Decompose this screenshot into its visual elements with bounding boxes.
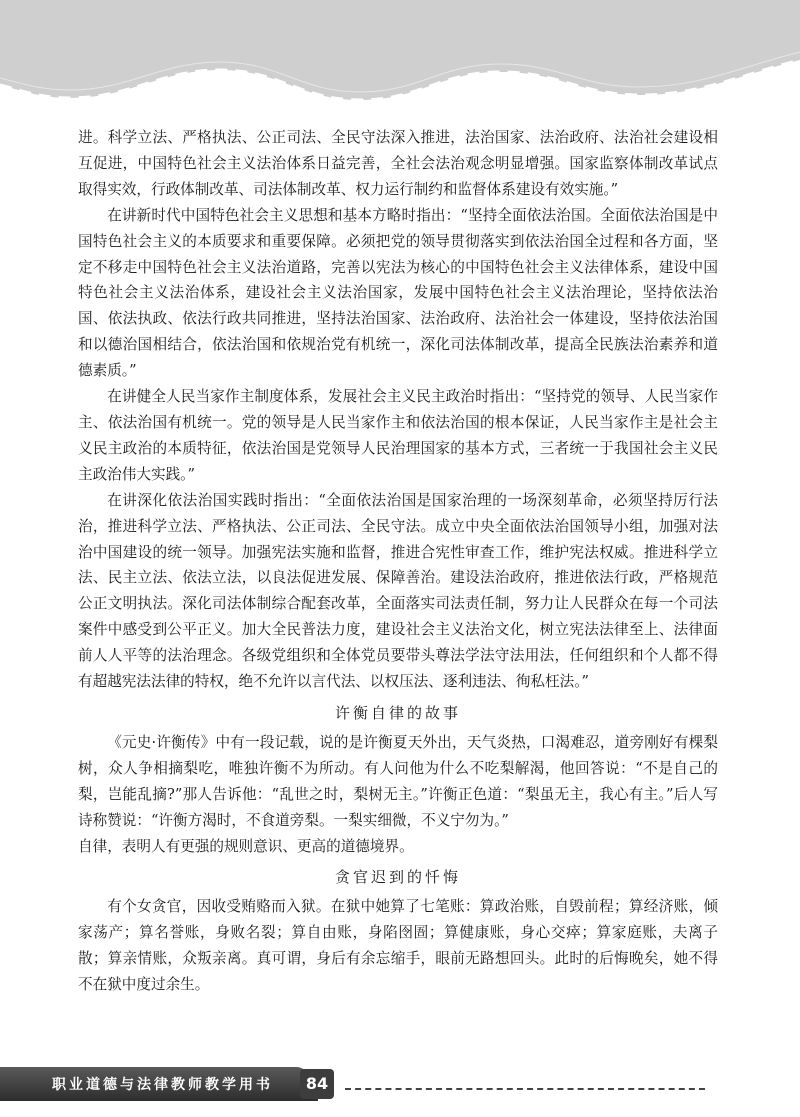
page-footer (0, 1055, 800, 1117)
footer-dashed-line (345, 1088, 705, 1090)
paragraph: 在讲新时代中国特色社会主义思想和基本方略时指出：“坚持全面依法治国。全面依法治国是中国特色社会主义的本质要求和重要保障。必须把党的领导贯彻落实到依法治国全过程和各方面，坚定不移走中国特色社会主义法治道路，完善以宪法为核心的中国特色社会主义法律体系，建设中国特色社会主义法治体系，建设社会主义法治国家，发展中国特色社会主义法治理论，坚持依法治国、依法执政、依法行政共同推进，坚持法治国家、法治政府、法治社会一体建设，坚持依法治国和以德治国相结合，依法治国和依规治党有机统一，深化司法体制改革，提高全民族法治素养和道德素质。” (78, 206, 718, 380)
section-title-official-repentance: 贪官迟到的忏悔 (334, 868, 461, 887)
footer-book-title: 职业道德与法律教师教学用书 (52, 1077, 273, 1093)
paragraph-continued: 进。科学立法、严格执法、公正司法、全民守法深入推进，法治国家、法治政府、法治社会建设相互促进，中国特色社会主义法治体系日益完善，全社会法治观念明显增强。国家监察体制改革试点取得实效，行政体制改革、司法体制改革、权力运行制约和监督体系建设有效实施。” (78, 129, 718, 198)
page-content (78, 125, 718, 998)
header-wave-decoration (0, 0, 800, 130)
paragraph: 在讲深化依法治国实践时指出：“全面依法治国是国家治理的一场深刻革命，必须坚持厉行法治，推进科学立法、严格执法、公正司法、全民守法。成立中央全面依法治国领导小组，加强对法治中国建设的统一领导。加强宪法实施和监督，推进合宪性审查工作，维护宪法权威。推进科学立法、民主立法、依法立法，以良法促进发展、保障善治。建设法治政府，推进依法行政，严格规范公正文明执法。深化司法体制综合配套改革，全面落实司法责任制，努力让人民群众在每一个司法案件中感受到公平正义。加大全民普法力度，建设社会主义法治文化，树立宪法法律至上、法律面前人人平等的法治理念。各级党组织和全体党员要带头尊法学法守法用法，任何组织和个人都不得有超越宪法法律的特权，绝不允许以言代法、以权压法、逐利违法、徇私枉法。” (78, 491, 718, 691)
paragraph: 在讲健全人民当家作主制度体系，发展社会主义民主政治时指出：“坚持党的领导、人民当家作主、依法治国有机统一。党的领导是人民当家作主和依法治国的根本保证，人民当家作主是社会主义民主政治的本质特征，依法治国是党领导人民治理国家的基本方式，三者统一于我国社会主义民主政治伟大实践。” (78, 388, 718, 483)
story-conclusion: 自律，表明人有更强的规则意识、更高的道德境界。 (78, 837, 414, 855)
story-paragraph: 有个女贪官，因收受贿赂而入狱。在狱中她算了七笔账：算政治账，自毁前程；算经济账，倾家荡产；算名誉账，身败名裂；算自由账，身陷囹圄；算健康账，身心交瘁；算家庭账，夫离子散；算亲情账，众叛亲离。真可谓，身后有余忘缩手，眼前无路想回头。此时的后悔晚矣，她不得不在狱中度过余生。 (78, 898, 718, 994)
section-title-xu-heng: 许衡自律的故事 (334, 703, 461, 722)
page-number: 84 (300, 1069, 334, 1099)
story-paragraph: 《元史·许衡传》中有一段记载，说的是许衡夏天外出，天气炎热，口渴难忍，道旁刚好有棵梨树，众人争相摘梨吃，唯独许衡不为所动。有人问他为什么不吃梨解渴，他回答说：“不是自己的梨，岂能乱摘?”那人告诉他：“乱世之时，梨树无主。”许衡正色道：“梨虽无主，我心有主。”后人写诗称赞说：“许衡方渴时，不食道旁梨。一梨实细微，不义宁勿为。” (78, 733, 718, 829)
